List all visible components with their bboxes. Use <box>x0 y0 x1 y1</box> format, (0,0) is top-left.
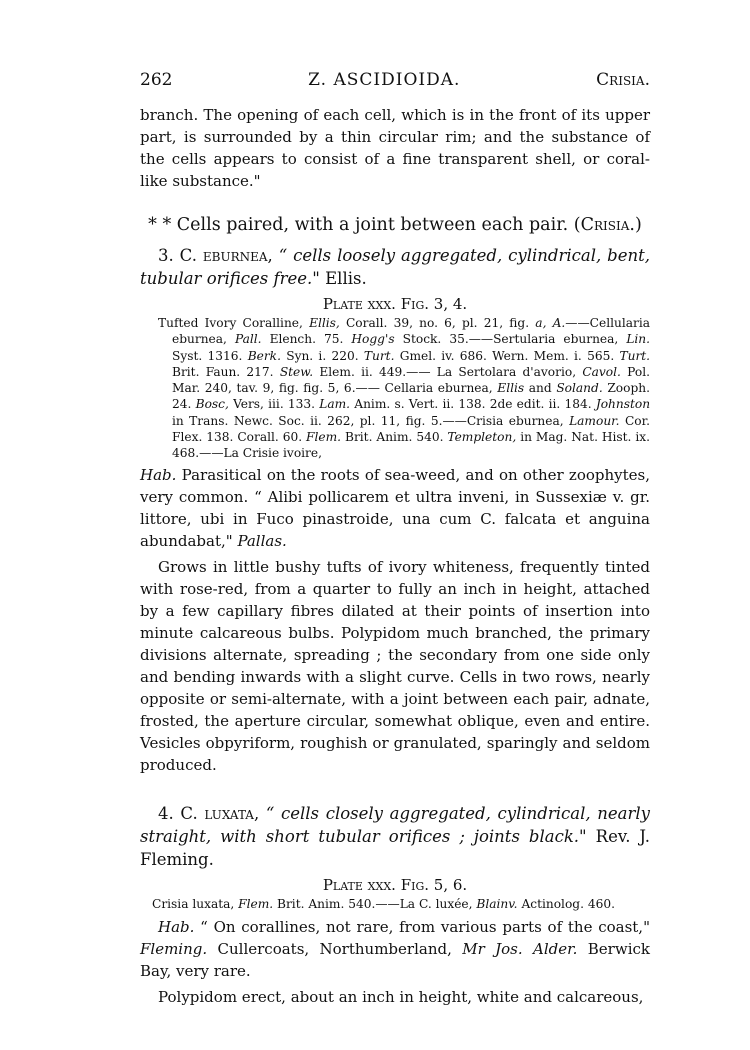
species-3-description: Grows in little bushy tufts of ivory whiteness, frequently tinted with rose-red, from a quarter to fully an inch in height, attached by a few capillary fibres dilated at their points of insertion into minute calcareous bulbs. Polypidom much branched, the primary divisions alternate, spreading ; the secondary from one side only and bending inwards with a slight curve. Cells in two rows, nearly opposite or semi-alternate, with a joint between each pair, adnate, frosted, the aperture circular, somewhat oblique, even and entire. Vesicles obpyriform, roughish or granulated, sparingly and seldom produced. <box>140 557 650 774</box>
species-4-plate: Plate xxx. Fig. 5, 6. <box>322 875 468 894</box>
species-3-synonymy: Tufted Ivory Coralline, Ellis, Corall. 39, no. 6, pl. 21, fig. a, A.——Cellularia eburnea, Pall. Elench. 75. Hogg's Stock. 35.——Sertularia eburnea, Lin. Syst. 1316. Berk. Syn. i. 220. Turt. Gmel. iv. 686. Wern. Mem. i. 565. Turt. Brit. Faun. 217. Stew. Elem. ii. 449.—— La Sertolara d'avorio, Cavol. Pol. Mar. 240, tav. 9, fig. fig. 5, 6.—— Cellaria eburnea, Ellis and Soland. Zooph. 24. Bosc, Vers, iii. 133. Lam. Anim. s. Vert. ii. 138. 2de edit. ii. 184. Johnston in Trans. Newc. Soc. ii. 262, pl. 11, fig. 5.——Crisia eburnea, Lamour. Cor. Flex. 138. Corall. 60. Flem. Brit. Anim. 540. Templeton, in Mag. Nat. Hist. ix. 468.——La Crisie ivoire, <box>158 316 651 461</box>
species-3-number: 3. C. <box>158 246 197 265</box>
continuation-paragraph: branch. The opening of each cell, which is in the front of its upper part, is surrounded by a thin circular rim; and the substance of the cells appears to consist of a fine transparent shell, or coral-like substance." <box>140 106 650 190</box>
running-header <box>140 70 650 90</box>
species-3-habitat: Hab. Parasitical on the roots of sea-weed, and on other zoophytes, very common. “ Alibi pollicarem et ultra inveni, in Sussexiæ v. gr. littore, ubi in Fuco pinastroide, una cum C. falcata et anguina abundabat," Pallas. <box>140 465 650 550</box>
species-3-diagnosis: “ cells loosely aggregated, cylindrical, bent, tubular orifices free." <box>140 246 650 288</box>
species-4-number: 4. C. <box>158 803 198 823</box>
species-4-author: Rev. J. Fleming. <box>140 826 651 869</box>
species-4-heading <box>140 802 650 871</box>
habitat-label: Hab. <box>140 465 177 484</box>
section-genus-label: (Crisia.) <box>573 215 642 235</box>
species-3-heading <box>140 244 650 290</box>
species-4-habitat: Hab. “ On corallines, not rare, from various parts of the coast," Fleming. Cullercoats, Northumberland, Mr Jos. Alder. Berwick Bay, very rare. <box>140 917 650 980</box>
species-4-diagnosis: “ cells closely aggregated, cylindrical, nearly straight, with short tubular orifices ; joints black." <box>140 803 650 846</box>
page <box>140 70 650 1008</box>
species-3-plate: Plate xxx. Fig. 3, 4. <box>322 295 468 313</box>
species-4-description: Polypidom erect, about an inch in height, white and calcareous, <box>158 987 644 1006</box>
page-number: 262 <box>140 70 173 90</box>
species-3-name: eburnea, <box>202 246 273 265</box>
running-title: Z. ASCIDIOIDA. <box>308 70 461 90</box>
species-4-synonymy: Crisia luxata, Flem. Brit. Anim. 540.——La C. luxée, Blainv. Actinolog. 460. <box>152 896 615 911</box>
species-3-author: Ellis. <box>325 269 367 288</box>
section-heading-text: * * Cells paired, with a joint between each pair. <box>148 215 569 235</box>
species-4-name: luxata, <box>204 803 260 823</box>
section-heading <box>140 212 650 238</box>
running-genus: Crisia. <box>596 70 650 90</box>
